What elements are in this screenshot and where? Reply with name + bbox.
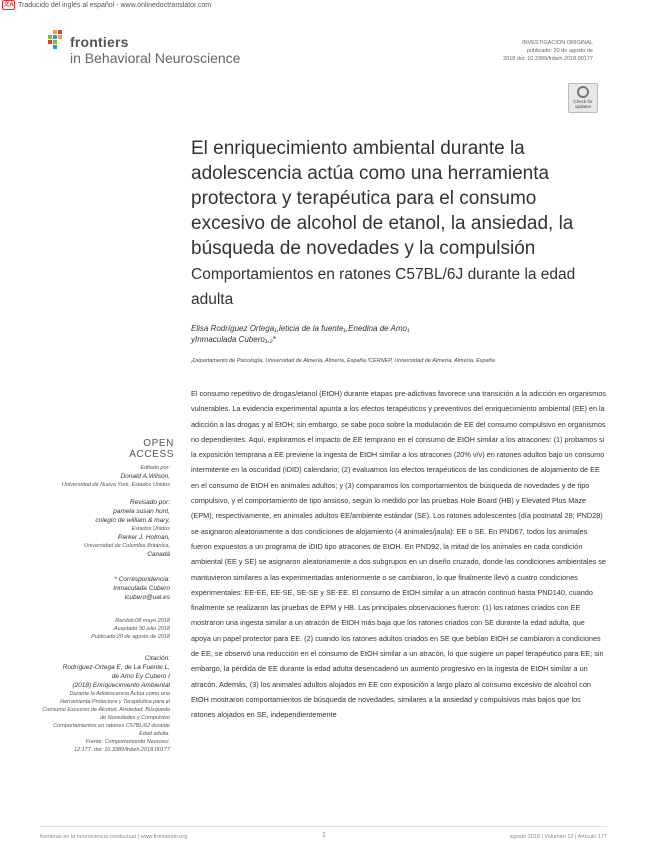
citation-line: (2018) Enriquecimiento Ambiental bbox=[72, 682, 170, 689]
author-list bbox=[191, 323, 551, 345]
correspondence-block bbox=[40, 575, 170, 602]
citation-line: Comportamientos en ratones C57BL/6J durante bbox=[53, 723, 170, 729]
translator-text: Traducido del inglés al español - www.onlinedoctranslator.com bbox=[18, 1, 212, 9]
citation-line: Consumo Excesivo de Alcohol, Ansiedad, Búsqueda bbox=[42, 707, 170, 713]
correspondence-email[interactable]: icubero@ual.es bbox=[124, 594, 170, 601]
badge-line1: Check for bbox=[573, 99, 593, 104]
reviewer-name[interactable]: Parker J. Holman, bbox=[117, 534, 170, 541]
reviewer-affil: Universidad de Columbia Británica, bbox=[84, 543, 170, 549]
editor-block bbox=[40, 464, 170, 489]
citation-line: Rodríguez-Ortega E, de La Fuente L, bbox=[62, 664, 170, 671]
correspondence-name: Inmaculada Cubero bbox=[113, 585, 170, 592]
journal-name: in Behavioral Neuroscience bbox=[70, 50, 241, 66]
article-subtitle: Comportamientos en ratones C57BL/6J durante la edad adulta bbox=[191, 266, 576, 308]
page-number: 1 bbox=[322, 832, 326, 839]
footer-volume: agosto 2018 | Volumen 12 | Artículo 177 bbox=[509, 834, 607, 840]
update-ring-icon bbox=[577, 86, 589, 98]
reviewer-block bbox=[40, 498, 170, 559]
accepted-date: Aceptado:30 julio 2018 bbox=[114, 626, 170, 632]
published-date: publicado: 20 de agosto de bbox=[526, 48, 593, 54]
brand-name: frontiers bbox=[70, 34, 129, 50]
abstract: El consumo repetitivo de drogas/etanol (EtOH) durante etapas pre-adictivas favorece una transición a la adicción en organismos vulnerables. La evidencia experimental apunta a los efectos terapéuticos y preventivos del enriquecimiento ambiental (EE) en la adicción a las drogas y al EtOH; sin embargo, se sabe poco sobre la modulación de EE del consumo compulsivo en organismos no dependientes. Aquí, exploramos el impacto de EE temprano en el consumo de EtOH similar a los atracones: (1) probamos si la exposición temprana a EE previene la ingesta de EtOH similar a los atracones (20% v/v) en ratones adultos bajo un consumo intermitente en la oscuridad (iDID) calendario; (2) evaluamos los efectos terapéuticos de las condiciones de alojamiento de EE en el consumo de EtOH en animales adultos; y (3) comparamos los comportamientos de búsqueda de novedades y de tipo compulsivo, y el comportamiento de tipo ansioso, según lo medido por las pruebas Hole Board (HB) y Elevated Plus Maze (EPM), respectivamente, en animales adultos EE/ambiente estándar (SE). Los ratones adolescentes (día postnatal 28; PND28) se asignaron aleatoriamente a dos condiciones de alojamiento (4 animales/jaula): EE o SE. En PND67, todos los animales fueron expuestos a un programa de iDID tipo atracones de EtOH. En PND92, la mitad de los animales en cada condición ambiental (EE y SE) se asignaron aleatoriamente a dos subgrupos en un diseño cruzado, donde las condiciones ambientales se mantuvieron similares a las experimentadas anteriormente o se cambiaron, lo que finalmente llevó a cuatro condiciones experimentales: EE-EE, EE-SE, SE-SE y SE-EE. El consumo de EtOH similar a un atracón continuó hasta PND140, cuando finalmente se realizaron las pruebas de EPM y HB. Las principales observaciones fueron: (1) los ratones criados con EE mostraron una ingesta similar a un atracón de EtOH más baja que los ratones criados con SE durante la edad adulta, que apoya un papel protector para EE. (2) cuando los ratones adultos criados en SE que bebían EtOH se cambiaron a condiciones de EE, se observó una reducción en el consumo de EtOH similar a un atracón, lo que sugiere un papel terapéutico para EE; sin embargo, la pérdida de EE durante la edad adulta desencadenó un aumento progresivo en la ingesta de EtOH similar a un atracón. Además, (3) los animales adultos alojados en EE con exposición a largo plazo al consumo excesivo de alcohol con EtOH mostraron comportamientos de búsqueda de novedades, similares a la ansiedad y compulsivos más bajos que los ratones alojados en SE, independientemente bbox=[191, 389, 606, 720]
open-access-label: OPEN ACCESS bbox=[129, 438, 174, 460]
footer-journal[interactable]: fronteras en la neurociencia conductual | www.frontiersin.org bbox=[40, 834, 188, 840]
article-title: El enriquecimiento ambiental durante la adolescencia actúa como una herramienta protectora y terapéutica para el consumo excesivo de alcohol de etanol, la ansiedad, la búsqueda de novedades y la compulsión bbox=[191, 138, 574, 259]
affiliations: ₁Departamento de Psicología, Universidad de Almería, Almería, España,²CERNEP, Universidad de Almería, Almería, España bbox=[191, 358, 495, 364]
reviewer-name[interactable]: pamela susan hunt, bbox=[113, 508, 170, 515]
reviewer-affil: colegio de william & mary, bbox=[95, 517, 170, 524]
author-line[interactable]: Elisa Rodríguez Ortega₁,leticia de la fuente₁,Enedina de Amo₁ bbox=[191, 324, 410, 333]
article-meta bbox=[443, 39, 593, 63]
footer-divider bbox=[40, 826, 607, 827]
citation-line: de Novedades y Compulsivo bbox=[99, 715, 170, 721]
citation-line: de Amo Ey Cubero I bbox=[111, 673, 170, 680]
editor-affil: Universidad de Nueva York, Estados Unidos bbox=[61, 482, 170, 488]
correspondence-label: * Correspondencia: bbox=[114, 576, 170, 583]
reviewer-country: Canadá bbox=[147, 551, 170, 558]
edited-by-label: Editado por: bbox=[140, 465, 170, 471]
doi[interactable]: 2018 doi: 10.3389/fnbeh.2018.00177 bbox=[503, 56, 593, 62]
reviewer-country: Estados Unidos bbox=[131, 526, 170, 532]
translate-icon: 文A bbox=[3, 2, 14, 8]
translator-bar bbox=[2, 0, 211, 10]
citation-line: Edad adulta. bbox=[139, 731, 170, 737]
citation-line: Herramienta Protectora y Terapéutica para el bbox=[60, 699, 170, 705]
citation-line: Durante la Adolescencia Actúa como una bbox=[69, 691, 170, 697]
article-type: INVESTIGACION ORIGINAL bbox=[522, 40, 593, 46]
frontiers-logo-icon bbox=[48, 30, 68, 52]
citation-doi[interactable]: 12:177. doi: 10.3389/fnbeh.2018.00177 bbox=[73, 747, 170, 753]
reviewed-by-label: Revisado por: bbox=[129, 499, 170, 506]
citation-label: Citación: bbox=[144, 655, 170, 662]
published-date-side: Publicado:20 de agosto de 2018 bbox=[91, 634, 170, 640]
received-date: Recibió:08 mayo 2018 bbox=[115, 618, 170, 624]
dates-block bbox=[40, 617, 170, 641]
editor-name[interactable]: Donald A.Wilson, bbox=[120, 473, 170, 480]
citation-line: Frente. Comportamiento Neurosci. bbox=[85, 739, 170, 745]
author-line[interactable]: yInmaculada Cubero₁,₂* bbox=[191, 335, 276, 344]
badge-line2: updates bbox=[574, 104, 591, 109]
check-updates-badge[interactable] bbox=[568, 83, 598, 113]
citation-block bbox=[40, 654, 170, 754]
